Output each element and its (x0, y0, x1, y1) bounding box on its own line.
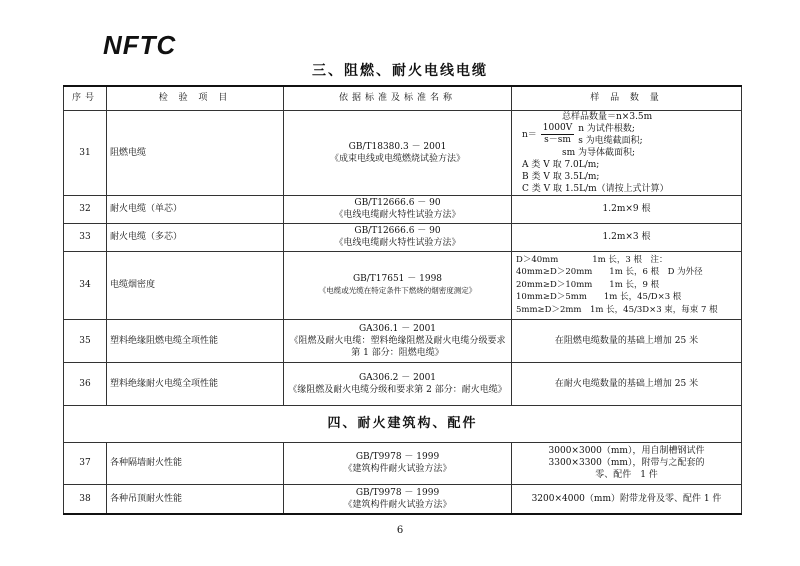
sample-cell: 在耐火电缆数量的基础上增加 25 米 (512, 362, 742, 405)
row-number: 35 (64, 319, 107, 362)
standard-code: GA306.1 － 2001 (358, 323, 437, 334)
test-item: 阻燃电缆 (107, 110, 284, 195)
row-number: 38 (64, 484, 107, 514)
sample-line: 20mm≥D＞10mm 1m 长，9 根 (516, 279, 660, 290)
standard-name: 《建筑构件耐火试验方法》 (343, 499, 452, 510)
standard-cell (284, 319, 515, 362)
sample-line: 5mm≥D＞2mm 1m 长，45/3D×3 束，每束 7 根 (516, 304, 718, 315)
standard-cell (284, 251, 512, 319)
sample-cell: 1.2m×3 根 (512, 223, 742, 251)
sample-total: 总样品数量＝n×3.5m (562, 111, 653, 122)
table-row (64, 484, 742, 514)
table-row (64, 223, 742, 251)
standard-code: GB/T9978 － 1999 (355, 487, 440, 498)
sample-cell: 1.2m×9 根 (512, 195, 742, 223)
sample-line: 3300×3300（mm），附带与之配套的 (548, 458, 705, 468)
sample-formula (522, 123, 738, 147)
formula-denominator: s－sm (544, 135, 571, 145)
table-row (64, 110, 742, 195)
test-item: 塑料绝缘阻燃电缆全项性能 (107, 319, 284, 362)
table-row (64, 362, 742, 405)
sample-line: 零、配件 1 件 (595, 470, 658, 480)
standard-name: 《电线电缆耐火特性试验方法》 (334, 210, 461, 220)
standard-code: GA306.2 － 2001 (358, 372, 437, 383)
subsection-title: 四、耐火建筑构、配件 (64, 405, 742, 442)
standard-code: GB/T9978 － 1999 (355, 452, 440, 462)
test-item: 各种吊顶耐火性能 (107, 484, 284, 514)
test-item: 塑料绝缘耐火电缆全项性能 (107, 362, 284, 405)
row-number: 37 (64, 442, 107, 484)
test-item: 各种隔墙耐火性能 (107, 442, 284, 484)
standard-cell (284, 223, 512, 251)
test-item: 耐火电缆（单芯） (107, 195, 284, 223)
class-c-note: C 类 V 取 1.5L/m（请按上式计算） (522, 183, 669, 194)
col-header-standard: 依据标准及标准名称 (284, 86, 512, 110)
row-number: 31 (64, 110, 107, 195)
class-a-note: A 类 V 取 7.0L/m; (522, 159, 600, 170)
page-number: 6 (396, 525, 404, 536)
sample-cell (512, 251, 742, 319)
sample-cell: 在阻燃电缆数量的基础上增加 25 米 (512, 319, 742, 362)
col-header-item: 检 验 项 目 (107, 86, 284, 110)
test-item: 耐火电缆（多芯） (107, 223, 284, 251)
standard-cell (284, 442, 512, 484)
standard-cell (284, 195, 512, 223)
formula-fraction (541, 123, 574, 146)
col-header-no: 序号 (64, 86, 107, 110)
sample-cell: 3200×4000（mm）附带龙骨及零、配件 1 件 (512, 484, 742, 514)
inspection-table (63, 85, 742, 515)
standard-cell (284, 484, 512, 514)
standard-code: GB/T12666.6 － 90 (354, 226, 441, 236)
table-row (64, 195, 742, 223)
standard-name: 《阻燃及耐火电缆：塑料绝缘阻燃及耐火电缆分级要求 第 1 部分：阻燃电缆》 (289, 335, 515, 358)
row-number: 33 (64, 223, 107, 251)
standard-cell (284, 362, 512, 405)
formula-lhs: n＝ (522, 129, 537, 140)
formula-numerator: 1000V (542, 123, 573, 133)
standard-code: GB/T12666.6 － 90 (354, 198, 441, 208)
standard-cell (284, 110, 512, 195)
table-row (64, 442, 742, 484)
formula-note: sm 为导体截面积; (562, 147, 636, 158)
standard-code: GB/T18380.3 － 2001 (348, 141, 447, 152)
col-header-sample: 样 品 数 量 (512, 86, 742, 110)
standard-name: 《缘阻燃及耐火电缆分级和要求第 2 部分：耐火电缆》 (288, 384, 507, 395)
sample-line: 10mm≥D＞5mm 1m 长，45/D×3 根 (516, 292, 682, 303)
table-row (64, 319, 742, 362)
standard-name: 《成束电线或电缆燃烧试验方法》 (329, 153, 465, 164)
standard-name: 《建筑构件耐火试验方法》 (343, 464, 452, 474)
sample-line: D＞40mm 1m 长，3 根 注： (516, 254, 668, 265)
formula-note: s 为电缆截面积; (578, 135, 643, 146)
standard-code: GB/T17651 － 1998 (352, 274, 443, 284)
table-header-row (64, 86, 742, 110)
subsection-row (64, 405, 742, 442)
table-row (64, 251, 742, 319)
test-item: 电缆烟密度 (107, 251, 284, 319)
row-number: 32 (64, 195, 107, 223)
sample-line: 40mm≥D＞20mm 1m 长，6 根 D 为外径 (516, 267, 703, 278)
formula-note: n 为试件根数; (578, 123, 635, 134)
sample-cell (512, 442, 742, 484)
row-number: 34 (64, 251, 107, 319)
nftc-logo: NFTC (103, 30, 177, 60)
section-title: 三、阻燃、耐火电线电缆 (312, 63, 488, 79)
row-number: 36 (64, 362, 107, 405)
class-b-note: B 类 V 取 3.5L/m; (522, 171, 600, 182)
standard-name: 《电线电缆耐火特性试验方法》 (334, 238, 461, 248)
formula-notes (578, 123, 643, 147)
sample-line: 3000×3000（mm），用自制槽钢试件 (548, 446, 705, 456)
sample-cell (512, 110, 742, 195)
standard-name: 《电缆或光缆在特定条件下燃烧的烟密度测定》 (318, 286, 477, 295)
